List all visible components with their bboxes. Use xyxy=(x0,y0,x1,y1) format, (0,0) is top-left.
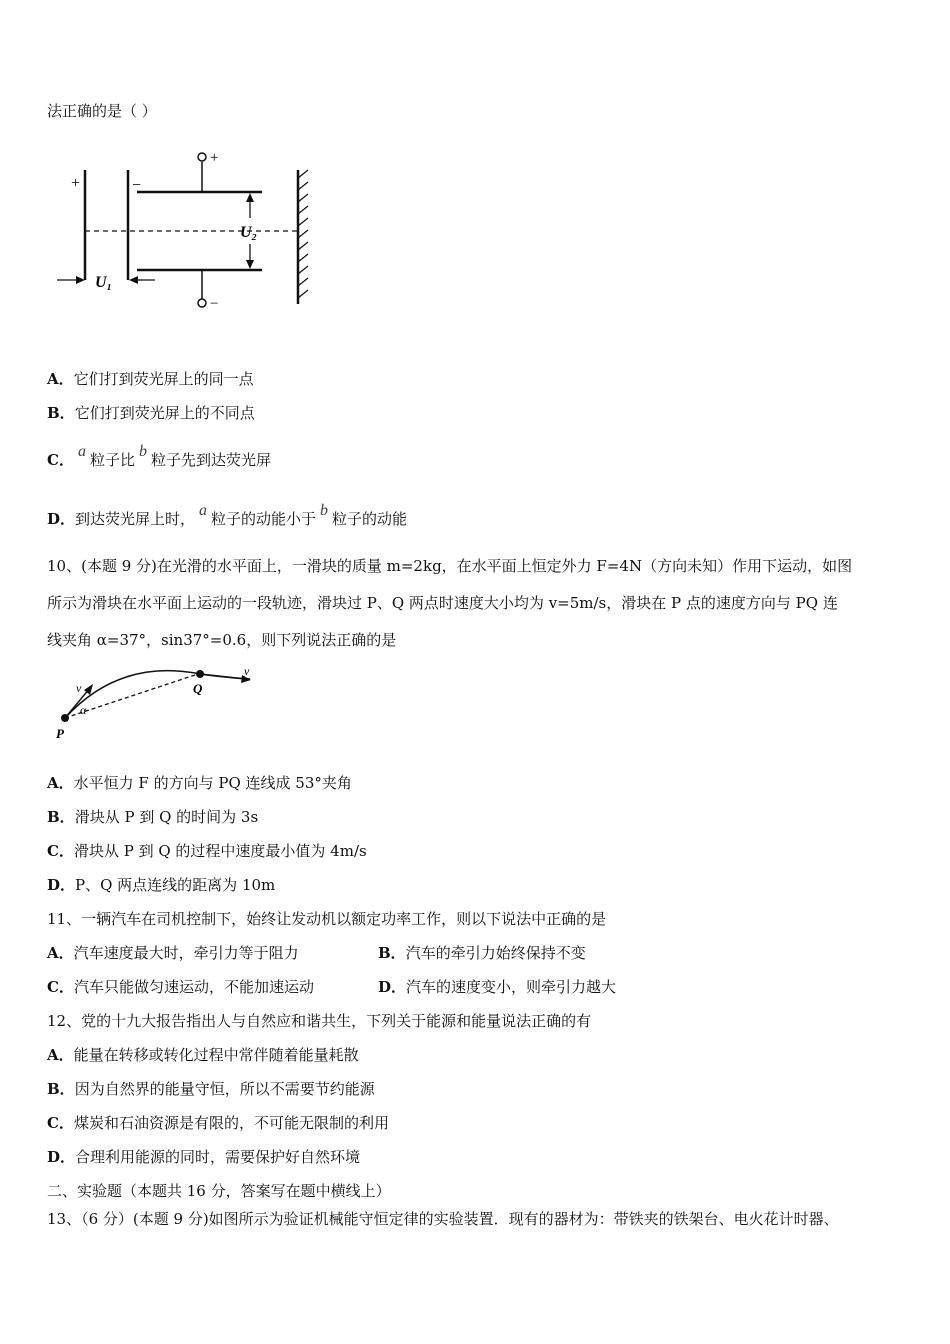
option-letter: C． xyxy=(47,1114,74,1132)
q12-option-a xyxy=(47,1045,359,1065)
option-text: 汽车只能做匀速运动，不能加速运动 xyxy=(73,978,314,996)
q10-v-right-label: v xyxy=(244,664,250,678)
option-text: 它们打到荧光屏上的不同点 xyxy=(74,404,255,422)
option-letter: D． xyxy=(47,510,76,528)
q13-stem: 13、（6 分）(本题 9 分)如图所示为验证机械能守恒定律的实验装置．现有的器材为：带铁夹的铁架台、电火花计时器、 xyxy=(47,1210,839,1228)
q10-stem-line1: 10、(本题 9 分)在光滑的水平面上，一滑块的质量 m=2kg，在水平面上恒定外力 F=4N（方向未知）作用下运动，如图 xyxy=(47,557,853,575)
q9-option-b xyxy=(47,403,255,423)
option-letter: D． xyxy=(378,978,407,996)
option-text: 水平恒力 F 的方向与 PQ 连线成 53°夹角 xyxy=(73,774,352,792)
option-text: 粒子比 xyxy=(89,451,135,469)
option-letter: C． xyxy=(47,451,74,469)
option-text: 滑块从 P 到 Q 的过程中速度最小值为 4m/s xyxy=(73,842,367,860)
q9-u1-label: U₁ xyxy=(95,274,113,291)
option-text: 汽车速度最大时，牵引力等于阻力 xyxy=(73,944,299,962)
q10-alpha-label: α xyxy=(80,703,87,717)
option-text: 汽车的速度变小，则牵引力越大 xyxy=(406,978,617,996)
q10-stem-line2: 所示为滑块在水平面上运动的一段轨迹，滑块过 P、Q 两点时速度大小均为 v=5m/s，滑块在 P 点的速度方向与 PQ 连 xyxy=(47,594,838,612)
option-text: 合理利用能源的同时，需要保护好自然环境 xyxy=(75,1148,361,1166)
option-letter: D． xyxy=(47,876,76,894)
option-letter: A． xyxy=(47,774,74,792)
q12-option-c xyxy=(47,1113,389,1133)
q11-options-row2 xyxy=(47,977,907,997)
q12-option-b xyxy=(47,1079,375,1099)
q12-stem: 12、党的十九大报告指出人与自然应和谐共生，下列关于能源和能量说法正确的有 xyxy=(47,1012,592,1030)
q9-option-d xyxy=(47,502,408,530)
section-title: 二、实验题（本题共 16 分，答案写在题中横线上） xyxy=(47,1182,391,1200)
q11-options-row1 xyxy=(47,943,907,963)
q9-option-a xyxy=(47,369,254,389)
q10-option-a xyxy=(47,773,352,793)
option-text: 粒子的动能小于 xyxy=(211,510,317,528)
q11-option-a xyxy=(47,944,299,962)
q10-q-label: Q xyxy=(193,681,203,696)
symbol-a: a xyxy=(77,443,86,460)
q10-trajectory-figure xyxy=(50,660,270,745)
option-letter: B． xyxy=(378,944,406,962)
option-letter: D． xyxy=(47,1148,76,1166)
option-letter: A． xyxy=(47,944,74,962)
option-text: 粒子的动能 xyxy=(332,510,408,528)
option-text: 滑块从 P 到 Q 的时间为 3s xyxy=(74,808,259,826)
q9-deflection-figure xyxy=(45,140,325,335)
q10-option-c xyxy=(47,841,367,861)
option-letter: B． xyxy=(47,1080,75,1098)
option-letter: C． xyxy=(47,978,74,996)
q9-u2-label: U₂ xyxy=(240,224,258,241)
option-text: 因为自然界的能量守恒，所以不需要节约能源 xyxy=(74,1080,375,1098)
q10-p-label: P xyxy=(56,726,64,741)
option-letter: A． xyxy=(47,370,74,388)
option-letter: B． xyxy=(47,404,75,422)
q9-option-c xyxy=(47,443,271,471)
option-text: 它们打到荧光屏上的同一点 xyxy=(73,370,254,388)
q9-stem-end: 法正确的是（ ） xyxy=(47,102,157,120)
q11-option-d xyxy=(378,977,616,997)
option-text: 汽车的牵引力始终保持不变 xyxy=(405,944,586,962)
symbol-b: b xyxy=(138,443,147,460)
q10-option-d xyxy=(47,875,275,895)
q9-plus-left-label: + xyxy=(71,175,81,192)
option-letter: A． xyxy=(47,1046,74,1064)
option-text: 煤炭和石油资源是有限的，不可能无限制的利用 xyxy=(73,1114,389,1132)
q9-plus-top-label: + xyxy=(210,150,219,166)
option-text: 能量在转移或转化过程中常伴随着能量耗散 xyxy=(73,1046,359,1064)
q11-option-c xyxy=(47,978,314,996)
q10-v-left-label: v xyxy=(76,681,82,695)
option-letter: B． xyxy=(47,808,75,826)
symbol-b: b xyxy=(320,502,329,519)
symbol-a: a xyxy=(199,502,208,519)
q10-stem-line3: 线夹角 α=37°，sin37°=0.6，则下列说法正确的是 xyxy=(47,631,397,649)
option-text: 到达荧光屏上时， xyxy=(75,510,196,528)
q9-minus-left-label: − xyxy=(132,177,142,194)
option-text: 粒子先到达荧光屏 xyxy=(150,451,271,469)
option-letter: C． xyxy=(47,842,74,860)
q10-option-b xyxy=(47,807,258,827)
q11-option-b xyxy=(378,943,586,963)
q9-minus-bottom-label: − xyxy=(210,296,219,312)
option-text: P、Q 两点连线的距离为 10m xyxy=(75,876,276,894)
q12-option-d xyxy=(47,1147,360,1167)
q11-stem: 11、一辆汽车在司机控制下，始终让发动机以额定功率工作，则以下说法中正确的是 xyxy=(47,910,607,928)
